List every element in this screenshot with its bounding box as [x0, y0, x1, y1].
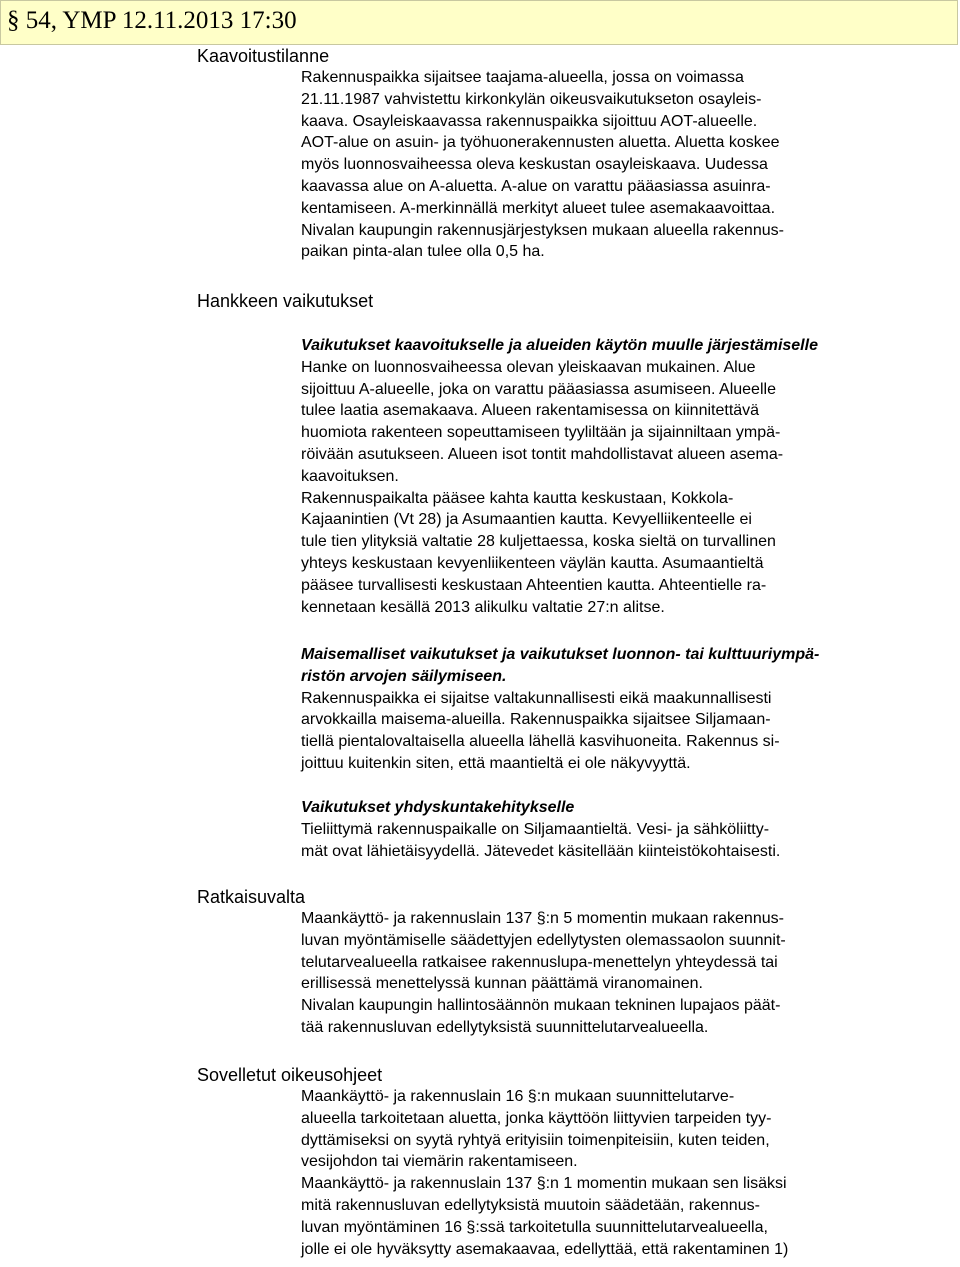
text-line: luvan myöntäminen 16 §:ssä tarkoitetulla suunnittelutarvealueella, — [301, 1218, 768, 1236]
text-line: vesijohdon tai viemärin rakentamiseen. — [301, 1153, 578, 1171]
text-line: jolle ei ole hyväksytty asemakaavaa, edellyttää, että rakentaminen 1) — [301, 1240, 789, 1258]
text-line: pääsee turvallisesti keskustaan Ahteentien kautta. Ahteentielle ra- — [301, 576, 767, 594]
text-line: tule tien ylityksiä valtatie 28 kuljettaessa, koska sieltä on turvallinen — [301, 533, 776, 551]
body-kaavoitustilanne — [301, 67, 901, 263]
text-line: mät ovat lähietäisyydellä. Jätevedet käsitellään kiinteistökohtaisesti. — [301, 842, 781, 860]
block-maisemalliset-vaikutukset — [301, 644, 901, 775]
text-line: kaava. Osayleiskaavassa rakennuspaikka sijoittuu AOT-alueelle. — [301, 112, 758, 130]
text-line: kaavassa alue on A-aluetta. A-alue on varattu pääasiassa asuinra- — [301, 177, 771, 195]
text-line: myös luonnosvaiheessa oleva keskustan osayleiskaava. Uudessa — [301, 156, 768, 174]
heading-ratkaisuvalta: Ratkaisuvalta — [197, 887, 306, 907]
heading-hankkeen-vaikutukset: Hankkeen vaikutukset — [197, 291, 374, 311]
text-line: sijoittuu A-alueelle, joka on varattu pääasiassa asumiseen. Alueelle — [301, 380, 776, 398]
text-line: joittuu kuitenkin siten, että maantieltä ei ole näkyvyyttä. — [301, 754, 691, 772]
text-line: 21.11.1987 vahvistettu kirkonkylän oikeusvaikutukseton osayleis- — [301, 90, 762, 108]
body-sovelletut-oikeusohjeet — [301, 1086, 901, 1260]
body-ratkaisuvalta — [301, 908, 901, 1039]
subheading: Vaikutukset kaavoitukselle ja alueiden käytön muulle järjestämiselle — [301, 337, 818, 354]
subheading: Vaikutukset yhdyskuntakehitykselle — [301, 799, 575, 816]
heading-kaavoitustilanne: Kaavoitustilanne — [197, 46, 330, 66]
text-line: tulee laatia asemakaava. Alueen rakentamisessa on kiinnitettävä — [301, 402, 760, 420]
text-line: kentamiseen. A-merkinnällä merkityt alueet tulee asemakaavoittaa. — [301, 199, 776, 217]
text-line: telutarvealueella ratkaisee rakennuslupa-menettelyn yhteydessä tai — [301, 953, 778, 971]
text-line: Nivalan kaupungin hallintosäännön mukaan tekninen lupajaos päät- — [301, 997, 781, 1015]
text-line: kennetaan kesällä 2013 alikulku valtatie 27:n alitse. — [301, 598, 665, 616]
subheading: Maisemalliset vaikutukset ja vaikutukset luonnon- tai kulttuuriympä- — [301, 646, 820, 663]
text-line: Maankäyttö- ja rakennuslain 137 §:n 1 momentin mukaan sen lisäksi — [301, 1175, 787, 1193]
text-line: erillisessä menettelyssä kunnan päättämä viranomainen. — [301, 975, 703, 993]
text-line: dyttämiseksi on syytä ryhtyä erityisiin toimenpiteisiin, kuten teiden, — [301, 1131, 770, 1149]
heading-sovelletut-oikeusohjeet: Sovelletut oikeusohjeet — [197, 1065, 383, 1085]
text-line: Tieliittymä rakennuspaikalle on Siljamaantieltä. Vesi- ja sähköliitty- — [301, 820, 770, 838]
text-line: Maankäyttö- ja rakennuslain 16 §:n mukaan suunnittelutarve- — [301, 1088, 735, 1105]
text-line: tää rakennusluvan edellytyksistä suunnittelutarvealueella. — [301, 1018, 709, 1036]
text-line: röivään asutukseen. Alueen isot tontit mahdollistavat alueen asema- — [301, 445, 784, 463]
text-line: huomiota rakenteen sopeuttamiseen tyyliltään ja sijainniltaan ympä- — [301, 424, 781, 442]
header-bar — [0, 0, 958, 45]
text-line: Maankäyttö- ja rakennuslain 137 §:n 5 momentin mukaan rakennus- — [301, 910, 784, 927]
text-line: Rakennuspaikalta pääsee kahta kautta keskustaan, Kokkola- — [301, 489, 734, 507]
text-line: Hanke on luonnosvaiheessa olevan yleiskaavan mukainen. Alue — [301, 358, 756, 376]
text-line: tiellä pientalovaltaisella alueella lähellä kasvihuoneita. Rakennus si- — [301, 733, 780, 751]
text-line: yhteys keskustaan kevyenliikenteen väylän kautta. Asumaantieltä — [301, 554, 764, 572]
subheading: ristön arvojen säilymiseen. — [301, 667, 507, 685]
text-line: Kajaanintien (Vt 28) ja Asumaantien kautta. Kevyelliikenteelle ei — [301, 511, 752, 529]
text-line: kaavoituksen. — [301, 467, 399, 485]
text-line: luvan myöntämiselle säädettyjen edellytysten olemassaolon suunnit- — [301, 931, 786, 949]
text-line: mitä rakennusluvan edellytyksistä muutoin säädetään, rakennus- — [301, 1196, 760, 1214]
text-line: paikan pinta-alan tulee olla 0,5 ha. — [301, 243, 545, 261]
block-yhdyskuntakehitys — [301, 797, 901, 862]
text-line: Rakennuspaikka ei sijaitse valtakunnallisesti eikä maakunnallisesti — [301, 689, 772, 707]
section-header: § 54, YMP 12.11.2013 17:30 — [7, 7, 297, 34]
text-line: arvokkailla maisema-alueilla. Rakennuspaikka sijaitsee Siljamaan- — [301, 711, 771, 729]
text-line: Rakennuspaikka sijaitsee taajama-alueella, jossa on voimassa — [301, 69, 744, 86]
text-line: AOT-alue on asuin- ja työhuonerakennusten aluetta. Aluetta koskee — [301, 134, 780, 152]
block-kaavoitusvaikutukset — [301, 335, 901, 618]
text-line: Nivalan kaupungin rakennusjärjestyksen mukaan alueella rakennus- — [301, 221, 784, 239]
text-line: alueella tarkoitetaan aluetta, jonka käyttöön liittyvien tarpeiden tyy- — [301, 1109, 772, 1127]
